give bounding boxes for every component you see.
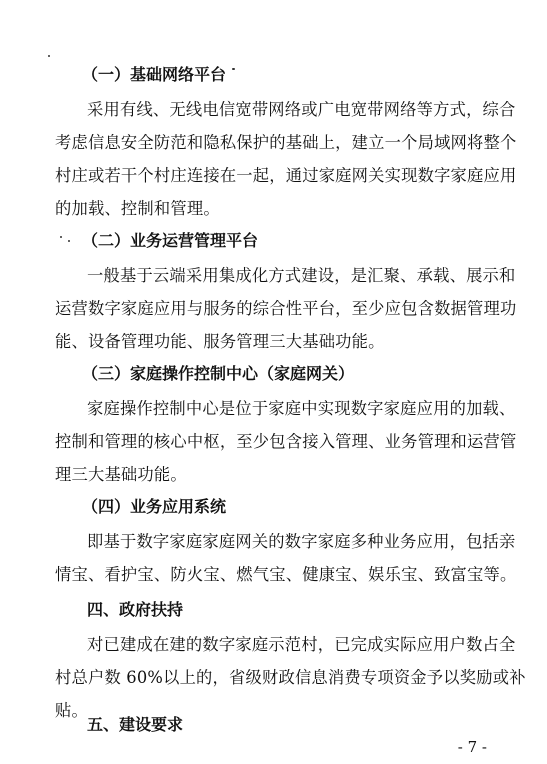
section-heading-home-gateway: （三）家庭操作控制中心（家庭网关）: [82, 364, 355, 383]
paragraph-line: 对已建成在建的数字家庭示范村，已完成实际应用户数占全: [87, 635, 516, 654]
paragraph-line: 理三大基础功能。: [55, 465, 187, 484]
paragraph-line: 家庭操作控制中心是位于家庭中实现数字家庭应用的加载、: [87, 399, 516, 418]
paragraph-line: 一般基于云端采用集成化方式建设，是汇聚、承载、展示和: [87, 266, 516, 285]
page-number: - 7 -: [457, 738, 487, 756]
paragraph-line: 控制和管理的核心中枢，至少包含接入管理、业务管理和运营管: [55, 432, 517, 451]
paragraph-line: 考虑信息安全防范和隐私保护的基础上，建立一个局域网将整个: [55, 133, 517, 152]
section-heading-business-apps: （四）业务应用系统: [82, 497, 227, 516]
section-heading-government-support: 四、政府扶持: [87, 600, 184, 619]
paragraph-line: 贴。: [55, 701, 88, 720]
paragraph-line: 采用有线、无线电信宽带网络或广电宽带网络等方式，综合: [87, 100, 516, 119]
paragraph-line: 即基于数字家庭家庭网关的数字家庭多种业务应用，包括亲: [87, 532, 516, 551]
section-heading-construction-requirements: 五、建设要求: [87, 715, 184, 734]
section-heading-basic-network: （一）基础网络平台: [82, 65, 227, 84]
paragraph-line: 情宝、看护宝、防火宝、燃气宝、健康宝、娱乐宝、致富宝等。: [55, 565, 517, 584]
scan-speck: [232, 68, 235, 70]
scan-speck: [48, 55, 50, 57]
scan-speck: [60, 236, 62, 238]
paragraph-line: 的加载、控制和管理。: [55, 199, 220, 218]
section-heading-operation-platform: （二）业务运营管理平台: [82, 231, 259, 250]
paragraph-line: 村总户数 60%以上的，省级财政信息消费专项资金予以奖励或补: [55, 668, 526, 687]
scan-speck: [68, 240, 70, 242]
paragraph-line: 运营数字家庭应用与服务的综合性平台，至少应包含数据管理功: [55, 299, 517, 318]
paragraph-line: 能、设备管理功能、服务管理三大基础功能。: [55, 332, 385, 351]
paragraph-line: 村庄或若干个村庄连接在一起，通过家庭网关实现数字家庭应用: [55, 166, 517, 185]
